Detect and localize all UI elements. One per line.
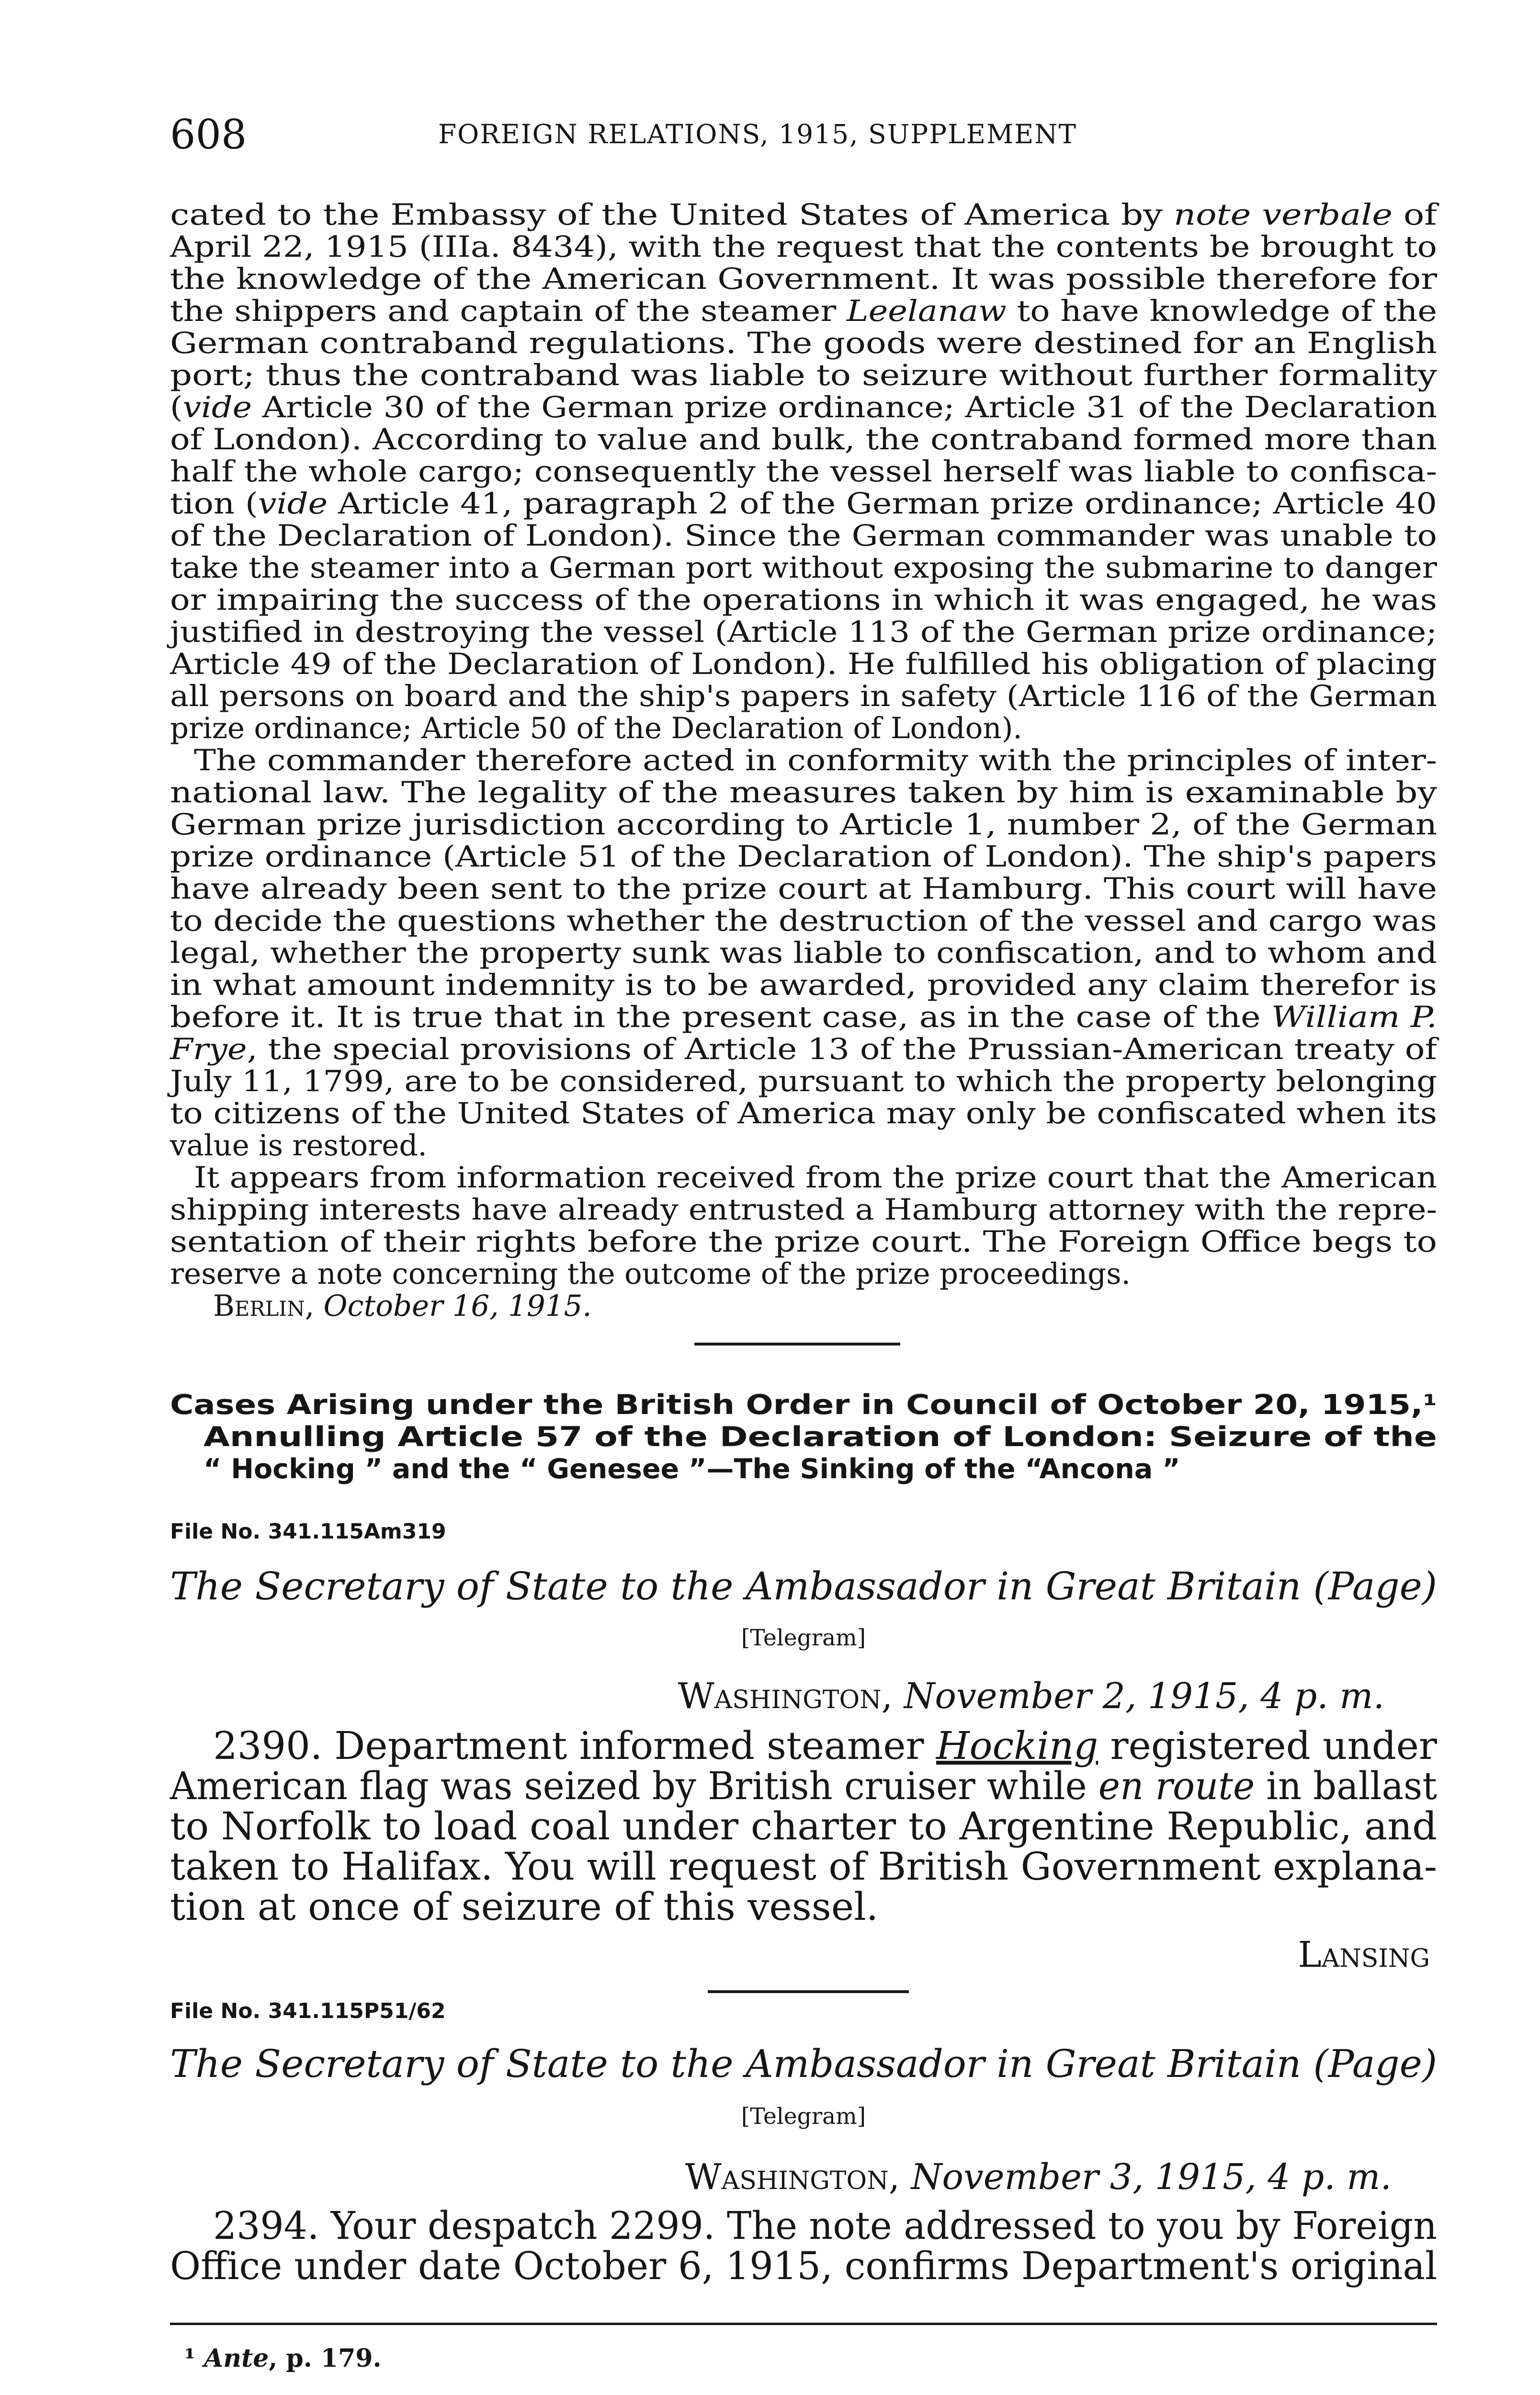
text-run: Annulling Article 57 of the Declaration of London: Seizure of the — [204, 1421, 1437, 1453]
line-content — [184, 2344, 382, 2373]
text-line — [170, 680, 1437, 712]
text-line — [170, 423, 1437, 456]
dateline — [170, 2156, 1437, 2198]
line-content — [170, 359, 1437, 391]
text-run: in ballast — [1255, 1764, 1437, 1808]
text-run: the knowledge of the American Government. It was possible therefore for — [170, 262, 1437, 296]
text-line — [170, 488, 1437, 520]
text-run: Article 49 of the Declaration of London). He fulfilled his obligation of placing — [170, 647, 1437, 681]
line-content — [170, 488, 1437, 520]
line-content — [170, 2041, 1437, 2086]
text-run: Berlin — [213, 1289, 305, 1323]
text-run: note verbale — [1173, 198, 1393, 232]
text-line — [170, 520, 1437, 552]
text-run: American flag was seized by British cruiser while — [170, 1764, 1098, 1808]
text-run: April 22, 1915 (IIIa. 8434), with the request that the contents be brought to — [170, 230, 1437, 264]
line-content — [213, 1290, 592, 1322]
text-run: national law. The legality of the measures taken by him is examinable by — [170, 776, 1437, 810]
text-run: all persons on board and the ship's papers in safety (Article 116 of the German — [170, 679, 1437, 713]
text-line — [170, 1290, 1437, 1322]
text-line — [170, 1129, 1437, 1162]
text-run: , — [881, 1676, 904, 1717]
section-rule — [694, 1343, 900, 1346]
text-run: in what amount indemnity is to be awarded, provided any claim therefor is — [170, 968, 1437, 1002]
text-run: Washington — [678, 1676, 882, 1717]
text-run: Lansing — [1298, 1934, 1430, 1975]
line-content — [170, 1226, 1437, 1258]
line-content — [170, 199, 1437, 231]
text-line — [170, 776, 1437, 809]
telegram-text-line — [170, 1884, 1437, 1929]
text-run: Washington — [685, 2156, 889, 2198]
text-line — [170, 744, 1437, 776]
text-run: The commander therefore acted in conformity with the principles of inter- — [194, 743, 1437, 777]
text-line — [170, 295, 1437, 327]
text-run: 2390. Department informed steamer — [213, 1723, 936, 1768]
file-number — [170, 1519, 1437, 1544]
line-content — [170, 1033, 1437, 1065]
line-content — [678, 1676, 1384, 1717]
text-line — [170, 391, 1437, 423]
text-run: [Telegram] — [741, 1625, 866, 1651]
text-run: sentation of their rights before the prize court. The Foreign Office begs to — [170, 1225, 1437, 1259]
line-content — [213, 2203, 1437, 2248]
line-content — [170, 423, 1437, 456]
text-run: German contraband regulations. The goods were destined for an English — [170, 326, 1437, 360]
line-content — [170, 1844, 1437, 1889]
text-run: July 11, 1799, are to be considered, pursuant to which the property belonging — [170, 1064, 1437, 1098]
text-run: have already been sent to the prize court at Hamburg. This court will have — [170, 872, 1437, 906]
text-run: ( — [170, 390, 183, 424]
line-content — [170, 1519, 446, 1544]
text-run: of — [1392, 198, 1437, 232]
line-content — [741, 1625, 866, 1651]
text-run: taken to Halifax. You will request of British Government explana- — [170, 1844, 1437, 1889]
text-run: Leelanaw — [847, 294, 1007, 328]
signature — [170, 1934, 1437, 1975]
text-run: to citizens of the United States of America may only be confiscated when its — [170, 1096, 1437, 1130]
footnote-rule — [170, 2323, 1437, 2325]
text-run: registered under — [1098, 1723, 1437, 1768]
line-content — [194, 744, 1437, 776]
text-run: William P. — [1271, 1000, 1438, 1034]
text-run: tion at once of seizure of this vessel. — [170, 1884, 879, 1929]
text-line — [170, 1001, 1437, 1033]
line-content — [170, 327, 1437, 359]
line-content — [170, 1389, 1437, 1421]
line-content — [170, 1097, 1437, 1129]
line-content — [170, 873, 1437, 905]
text-line — [170, 359, 1437, 391]
case-heading-line — [170, 1421, 1437, 1453]
line-content — [741, 2103, 866, 2130]
dateline — [170, 1676, 1437, 1717]
text-run: [Telegram] — [741, 2103, 866, 2130]
text-run: tion ( — [170, 487, 258, 521]
line-content — [170, 552, 1437, 584]
text-run: Hocking — [936, 1723, 1098, 1768]
telegram-text-line — [170, 2203, 1437, 2248]
text-run: Office under date October 6, 1915, confirms Department's original — [170, 2244, 1437, 2288]
text-run: October 16, 1915. — [323, 1289, 592, 1323]
text-line — [170, 1065, 1437, 1097]
text-line — [170, 937, 1437, 969]
line-content — [170, 1001, 1437, 1033]
text-line — [170, 552, 1437, 584]
text-run: the shippers and captain of the steamer — [170, 294, 847, 328]
line-content — [170, 809, 1437, 841]
text-run: shipping interests have already entrusted a Hamburg attorney with the repre- — [170, 1193, 1437, 1227]
line-content — [170, 263, 1437, 295]
text-line — [170, 199, 1437, 231]
telegram-text-line — [170, 1764, 1437, 1808]
line-content — [204, 1453, 1180, 1485]
line-content — [1298, 1934, 1430, 1975]
line-content — [170, 1999, 446, 2023]
section-rule — [708, 1990, 909, 1993]
text-run: to decide the questions whether the destruction of the vessel and cargo was — [170, 904, 1437, 938]
text-run: November 3, 1915, 4 p. m. — [911, 2156, 1392, 2198]
text-run: Article 30 of the German prize ordinance; Article 31 of the Declaration — [251, 390, 1437, 424]
text-line — [170, 1258, 1437, 1290]
text-line — [170, 231, 1437, 263]
text-line — [170, 969, 1437, 1001]
text-run: of London). According to value and bulk, the contraband formed more than — [170, 422, 1437, 456]
text-run: File No. 341.115P51/62 — [170, 1999, 446, 2023]
text-line — [170, 809, 1437, 841]
line-content — [170, 1065, 1437, 1097]
text-run: vide — [258, 487, 328, 521]
line-content — [170, 1564, 1437, 1608]
line-content — [170, 648, 1437, 680]
telegram-text-line — [170, 1844, 1437, 1889]
text-run: Article 41, paragraph 2 of the German prize ordinance; Article 40 — [328, 487, 1437, 521]
text-run: reserve a note concerning the outcome of the prize proceedings. — [170, 1257, 1131, 1291]
text-run: , — [305, 1289, 324, 1323]
line-content — [170, 1194, 1437, 1226]
text-run: take the steamer into a German port without exposing the submarine to danger — [170, 551, 1437, 585]
case-heading-line — [170, 1389, 1437, 1421]
text-run: 2394. Your despatch 2299. The note addressed to you by Foreign — [213, 2203, 1437, 2248]
text-line — [170, 873, 1437, 905]
line-content — [170, 969, 1437, 1001]
document-title — [170, 1564, 1437, 1608]
text-line — [170, 1033, 1437, 1065]
text-run: The Secretary of State to the Ambassador in Great Britain (Page) — [170, 1564, 1437, 1608]
line-content — [213, 1723, 1437, 1768]
text-line — [170, 712, 1437, 744]
line-content — [170, 1258, 1131, 1290]
text-run: , the special provisions of Article 13 of the Prussian-American treaty of — [247, 1032, 1438, 1066]
text-line — [170, 616, 1437, 648]
document-title — [170, 2041, 1437, 2086]
page-number: 608 — [170, 111, 247, 158]
telegram-text-line — [170, 1723, 1437, 1768]
text-run: to Norfolk to load coal under charter to Argentine Republic, and — [170, 1804, 1437, 1848]
telegram-label — [170, 2103, 1437, 2130]
text-line — [170, 456, 1437, 488]
line-content — [170, 937, 1437, 969]
line-content — [170, 2244, 1437, 2288]
line-content — [170, 456, 1437, 488]
line-content — [204, 1421, 1437, 1453]
text-run: Ante — [204, 2344, 269, 2373]
text-run: Cases Arising under the British Order in Council of October 20, 1915,¹ — [170, 1389, 1437, 1421]
text-run: value is restored. — [170, 1129, 427, 1163]
line-content — [170, 520, 1437, 552]
text-run: File No. 341.115Am319 — [170, 1519, 446, 1544]
line-content — [170, 712, 1022, 744]
text-run: en route — [1098, 1764, 1255, 1808]
line-content — [170, 776, 1437, 809]
line-content — [170, 391, 1437, 423]
text-run: before it. It is true that in the present case, as in the case of the — [170, 1000, 1271, 1034]
telegram-text-line — [170, 2244, 1437, 2288]
line-content — [170, 680, 1437, 712]
text-line — [170, 648, 1437, 680]
text-line — [170, 1162, 1437, 1194]
line-content — [170, 616, 1437, 648]
text-line — [170, 1097, 1437, 1129]
telegram-label — [170, 1625, 1437, 1651]
text-run: November 2, 1915, 4 p. m. — [904, 1676, 1384, 1717]
text-line — [170, 584, 1437, 616]
line-content — [170, 1764, 1437, 1808]
text-run: “ Hocking ” and the “ Genesee ”—The Sinking of the “Ancona ” — [204, 1453, 1180, 1485]
line-content — [194, 1162, 1437, 1194]
text-line — [170, 841, 1437, 873]
text-run: German prize jurisdiction according to Article 1, number 2, of the German — [170, 808, 1437, 842]
text-run: legal, whether the property sunk was liable to confiscation, and to whom and — [170, 936, 1437, 970]
line-content — [170, 231, 1437, 263]
line-content — [170, 295, 1437, 327]
text-run: prize ordinance (Article 51 of the Declaration of London). The ship's papers — [170, 840, 1437, 874]
text-run: justified in destroying the vessel (Article 113 of the German prize ordinance; — [170, 615, 1437, 649]
text-run: , — [888, 2156, 911, 2198]
text-run: , p. 179. — [269, 2344, 382, 2373]
case-heading-line — [170, 1453, 1437, 1485]
text-line — [170, 263, 1437, 295]
text-run: Frye — [170, 1032, 247, 1066]
text-run: or impairing the success of the operations in which it was engaged, he was — [170, 583, 1437, 617]
line-content — [170, 1884, 878, 1929]
text-run: cated to the Embassy of the United States of America by — [170, 198, 1174, 232]
running-head-title: FOREIGN RELATIONS, 1915, SUPPLEMENT — [438, 119, 1077, 149]
text-run: vide — [182, 390, 252, 424]
text-run: of the Declaration of London). Since the German commander was unable to — [170, 519, 1437, 553]
text-run: half the whole cargo; consequently the vessel herself was liable to confisca- — [170, 455, 1437, 489]
line-content — [685, 2156, 1392, 2198]
line-content — [170, 905, 1437, 937]
line-content — [170, 1804, 1437, 1848]
text-line — [170, 905, 1437, 937]
text-run: It appears from information received from the prize court that the American — [194, 1161, 1437, 1195]
text-run: The Secretary of State to the Ambassador in Great Britain (Page) — [170, 2041, 1437, 2086]
running-header — [170, 111, 1437, 158]
text-line — [170, 1194, 1437, 1226]
line-content — [170, 841, 1437, 873]
text-line — [170, 327, 1437, 359]
text-run: ¹ — [184, 2344, 204, 2373]
text-line — [170, 1226, 1437, 1258]
footnote — [170, 2344, 1437, 2373]
text-run: prize ordinance; Article 50 of the Declaration of London). — [170, 711, 1022, 745]
line-content — [170, 584, 1437, 616]
file-number — [170, 1999, 1437, 2023]
line-content — [170, 1129, 427, 1162]
text-run: to have knowledge of the — [1006, 294, 1437, 328]
telegram-text-line — [170, 1804, 1437, 1848]
text-run: port; thus the contraband was liable to seizure without further formality — [170, 358, 1437, 392]
